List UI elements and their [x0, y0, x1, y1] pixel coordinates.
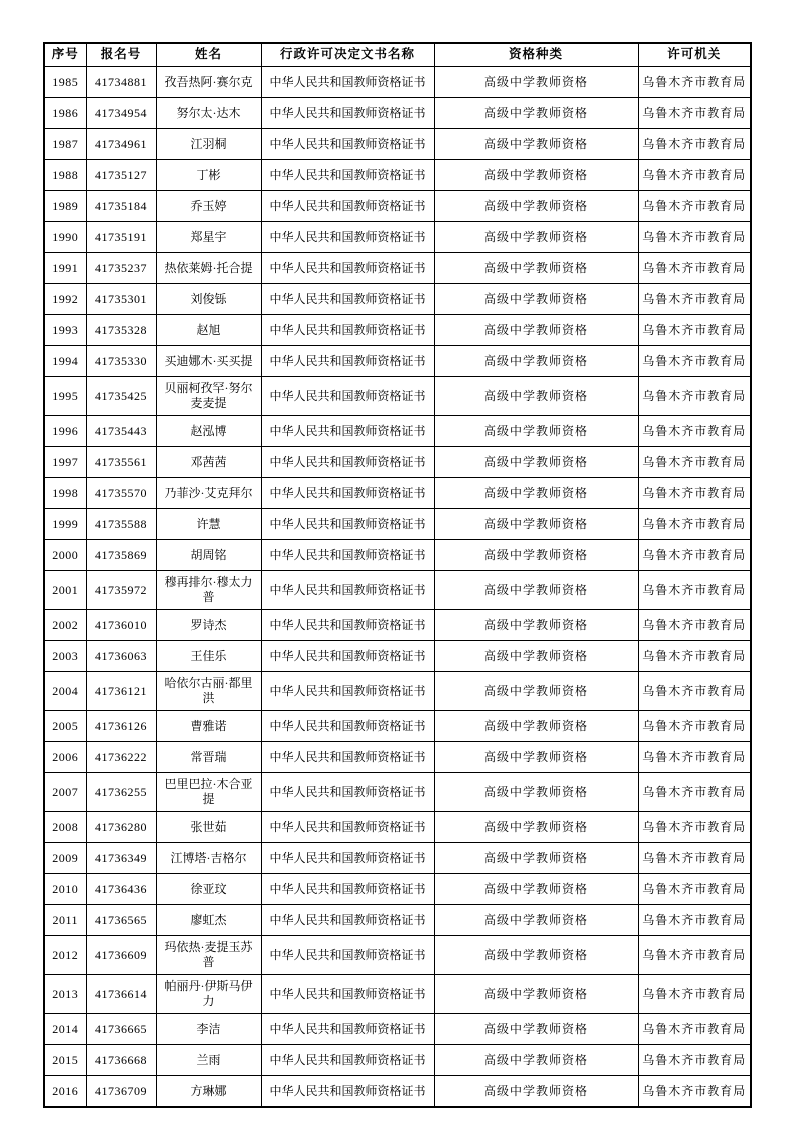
cell-serial-no: 1999	[44, 509, 86, 540]
cell-name: 乃菲沙·艾克拜尔	[156, 478, 261, 509]
cell-serial-no: 2010	[44, 874, 86, 905]
cell-qualification-type: 高级中学教师资格	[434, 222, 638, 253]
cell-name: 邓茜茜	[156, 447, 261, 478]
cell-qualification-type: 高级中学教师资格	[434, 1045, 638, 1076]
cell-licensing-authority: 乌鲁木齐市教育局	[638, 478, 751, 509]
cell-registration-no: 41735184	[86, 191, 156, 222]
cell-license-document-name: 中华人民共和国教师资格证书	[261, 222, 434, 253]
cell-name: 江羽桐	[156, 129, 261, 160]
cell-qualification-type: 高级中学教师资格	[434, 672, 638, 711]
cell-registration-no: 41735127	[86, 160, 156, 191]
table-row	[44, 843, 751, 874]
cell-license-document-name: 中华人民共和国教师资格证书	[261, 773, 434, 812]
column-header-registration-no: 报名号	[86, 43, 156, 67]
cell-serial-no: 1993	[44, 315, 86, 346]
cell-serial-no: 1997	[44, 447, 86, 478]
cell-qualification-type: 高级中学教师资格	[434, 447, 638, 478]
cell-serial-no: 2001	[44, 571, 86, 610]
cell-name: 穆再排尔·穆太力普	[156, 571, 261, 610]
cell-serial-no: 1989	[44, 191, 86, 222]
cell-licensing-authority: 乌鲁木齐市教育局	[638, 672, 751, 711]
cell-license-document-name: 中华人民共和国教师资格证书	[261, 975, 434, 1014]
table-row	[44, 284, 751, 315]
table-row	[44, 509, 751, 540]
cell-licensing-authority: 乌鲁木齐市教育局	[638, 843, 751, 874]
cell-registration-no: 41736121	[86, 672, 156, 711]
cell-licensing-authority: 乌鲁木齐市教育局	[638, 571, 751, 610]
cell-name: 曹雅诺	[156, 711, 261, 742]
cell-registration-no: 41736063	[86, 641, 156, 672]
cell-serial-no: 2011	[44, 905, 86, 936]
cell-serial-no: 2009	[44, 843, 86, 874]
cell-licensing-authority: 乌鲁木齐市教育局	[638, 67, 751, 98]
cell-name: 常晋瑞	[156, 742, 261, 773]
cell-registration-no: 41735570	[86, 478, 156, 509]
cell-licensing-authority: 乌鲁木齐市教育局	[638, 1045, 751, 1076]
cell-registration-no: 41736668	[86, 1045, 156, 1076]
cell-licensing-authority: 乌鲁木齐市教育局	[638, 905, 751, 936]
cell-serial-no: 2015	[44, 1045, 86, 1076]
cell-serial-no: 2012	[44, 936, 86, 975]
cell-licensing-authority: 乌鲁木齐市教育局	[638, 975, 751, 1014]
table-row	[44, 416, 751, 447]
table-row	[44, 936, 751, 975]
cell-name: 徐亚玟	[156, 874, 261, 905]
cell-license-document-name: 中华人民共和国教师资格证书	[261, 509, 434, 540]
teacher-certificate-table	[43, 42, 752, 1108]
cell-registration-no: 41734961	[86, 129, 156, 160]
cell-qualification-type: 高级中学教师资格	[434, 416, 638, 447]
cell-serial-no: 2014	[44, 1014, 86, 1045]
cell-registration-no: 41736436	[86, 874, 156, 905]
cell-registration-no: 41734954	[86, 98, 156, 129]
cell-name: 方琳娜	[156, 1076, 261, 1108]
table-header-row	[44, 43, 751, 67]
cell-qualification-type: 高级中学教师资格	[434, 812, 638, 843]
table-row	[44, 975, 751, 1014]
cell-name: 李洁	[156, 1014, 261, 1045]
cell-license-document-name: 中华人民共和国教师资格证书	[261, 905, 434, 936]
cell-registration-no: 41736255	[86, 773, 156, 812]
cell-license-document-name: 中华人民共和国教师资格证书	[261, 540, 434, 571]
cell-qualification-type: 高级中学教师资格	[434, 346, 638, 377]
cell-serial-no: 2016	[44, 1076, 86, 1108]
cell-license-document-name: 中华人民共和国教师资格证书	[261, 447, 434, 478]
table-row	[44, 191, 751, 222]
table-row	[44, 447, 751, 478]
cell-name: 热依莱姆·托合提	[156, 253, 261, 284]
cell-qualification-type: 高级中学教师资格	[434, 129, 638, 160]
cell-serial-no: 1988	[44, 160, 86, 191]
cell-license-document-name: 中华人民共和国教师资格证书	[261, 936, 434, 975]
table-row	[44, 641, 751, 672]
table-body	[44, 67, 751, 1108]
table-row	[44, 98, 751, 129]
table-row	[44, 571, 751, 610]
cell-serial-no: 1996	[44, 416, 86, 447]
cell-licensing-authority: 乌鲁木齐市教育局	[638, 377, 751, 416]
cell-registration-no: 41736126	[86, 711, 156, 742]
cell-license-document-name: 中华人民共和国教师资格证书	[261, 191, 434, 222]
cell-licensing-authority: 乌鲁木齐市教育局	[638, 742, 751, 773]
cell-serial-no: 1998	[44, 478, 86, 509]
cell-serial-no: 2013	[44, 975, 86, 1014]
cell-serial-no: 2008	[44, 812, 86, 843]
cell-licensing-authority: 乌鲁木齐市教育局	[638, 1076, 751, 1108]
table-row	[44, 222, 751, 253]
cell-license-document-name: 中华人民共和国教师资格证书	[261, 315, 434, 346]
cell-registration-no: 41735328	[86, 315, 156, 346]
cell-licensing-authority: 乌鲁木齐市教育局	[638, 641, 751, 672]
table-header	[44, 43, 751, 67]
cell-registration-no: 41736709	[86, 1076, 156, 1108]
cell-registration-no: 41735869	[86, 540, 156, 571]
cell-name: 王佳乐	[156, 641, 261, 672]
cell-registration-no: 41735237	[86, 253, 156, 284]
cell-serial-no: 2004	[44, 672, 86, 711]
cell-license-document-name: 中华人民共和国教师资格证书	[261, 377, 434, 416]
cell-registration-no: 41736280	[86, 812, 156, 843]
cell-qualification-type: 高级中学教师资格	[434, 905, 638, 936]
table-row	[44, 67, 751, 98]
table-row	[44, 874, 751, 905]
cell-licensing-authority: 乌鲁木齐市教育局	[638, 253, 751, 284]
cell-name: 江博塔·吉格尔	[156, 843, 261, 874]
table-row	[44, 711, 751, 742]
cell-name: 买迪娜木·买买提	[156, 346, 261, 377]
cell-serial-no: 2005	[44, 711, 86, 742]
cell-name: 孜吾热阿·赛尔克	[156, 67, 261, 98]
cell-name: 许慧	[156, 509, 261, 540]
cell-qualification-type: 高级中学教师资格	[434, 98, 638, 129]
table-row	[44, 610, 751, 641]
cell-registration-no: 41735301	[86, 284, 156, 315]
cell-registration-no: 41735588	[86, 509, 156, 540]
cell-license-document-name: 中华人民共和国教师资格证书	[261, 253, 434, 284]
cell-qualification-type: 高级中学教师资格	[434, 253, 638, 284]
cell-qualification-type: 高级中学教师资格	[434, 1014, 638, 1045]
cell-name: 哈依尔古丽·都里洪	[156, 672, 261, 711]
cell-licensing-authority: 乌鲁木齐市教育局	[638, 1014, 751, 1045]
cell-licensing-authority: 乌鲁木齐市教育局	[638, 129, 751, 160]
cell-license-document-name: 中华人民共和国教师资格证书	[261, 1045, 434, 1076]
cell-registration-no: 41735425	[86, 377, 156, 416]
cell-license-document-name: 中华人民共和国教师资格证书	[261, 129, 434, 160]
column-header-licensing-authority: 许可机关	[638, 43, 751, 67]
cell-license-document-name: 中华人民共和国教师资格证书	[261, 67, 434, 98]
cell-licensing-authority: 乌鲁木齐市教育局	[638, 509, 751, 540]
cell-qualification-type: 高级中学教师资格	[434, 160, 638, 191]
cell-license-document-name: 中华人民共和国教师资格证书	[261, 478, 434, 509]
cell-licensing-authority: 乌鲁木齐市教育局	[638, 416, 751, 447]
column-header-serial-no: 序号	[44, 43, 86, 67]
cell-license-document-name: 中华人民共和国教师资格证书	[261, 641, 434, 672]
cell-qualification-type: 高级中学教师资格	[434, 843, 638, 874]
cell-licensing-authority: 乌鲁木齐市教育局	[638, 812, 751, 843]
cell-name: 刘俊铄	[156, 284, 261, 315]
cell-name: 乔玉婷	[156, 191, 261, 222]
cell-qualification-type: 高级中学教师资格	[434, 540, 638, 571]
cell-qualification-type: 高级中学教师资格	[434, 874, 638, 905]
cell-qualification-type: 高级中学教师资格	[434, 315, 638, 346]
cell-name: 帕丽丹·伊斯马伊力	[156, 975, 261, 1014]
cell-serial-no: 1991	[44, 253, 86, 284]
cell-licensing-authority: 乌鲁木齐市教育局	[638, 346, 751, 377]
cell-registration-no: 41736565	[86, 905, 156, 936]
cell-name: 贝丽柯孜罕·努尔麦麦提	[156, 377, 261, 416]
cell-licensing-authority: 乌鲁木齐市教育局	[638, 936, 751, 975]
cell-license-document-name: 中华人民共和国教师资格证书	[261, 160, 434, 191]
cell-serial-no: 2007	[44, 773, 86, 812]
cell-name: 兰雨	[156, 1045, 261, 1076]
cell-licensing-authority: 乌鲁木齐市教育局	[638, 773, 751, 812]
cell-license-document-name: 中华人民共和国教师资格证书	[261, 1076, 434, 1108]
cell-name: 丁彬	[156, 160, 261, 191]
cell-license-document-name: 中华人民共和国教师资格证书	[261, 98, 434, 129]
cell-registration-no: 41735330	[86, 346, 156, 377]
cell-registration-no: 41735443	[86, 416, 156, 447]
cell-registration-no: 41736609	[86, 936, 156, 975]
cell-qualification-type: 高级中学教师资格	[434, 284, 638, 315]
table-row	[44, 742, 751, 773]
cell-license-document-name: 中华人民共和国教师资格证书	[261, 284, 434, 315]
cell-qualification-type: 高级中学教师资格	[434, 975, 638, 1014]
cell-registration-no: 41735972	[86, 571, 156, 610]
cell-registration-no: 41736665	[86, 1014, 156, 1045]
cell-registration-no: 41736010	[86, 610, 156, 641]
cell-name: 郑星宇	[156, 222, 261, 253]
cell-license-document-name: 中华人民共和国教师资格证书	[261, 1014, 434, 1045]
cell-qualification-type: 高级中学教师资格	[434, 936, 638, 975]
table-row	[44, 905, 751, 936]
cell-license-document-name: 中华人民共和国教师资格证书	[261, 416, 434, 447]
cell-licensing-authority: 乌鲁木齐市教育局	[638, 284, 751, 315]
cell-qualification-type: 高级中学教师资格	[434, 711, 638, 742]
cell-license-document-name: 中华人民共和国教师资格证书	[261, 672, 434, 711]
cell-name: 罗诗杰	[156, 610, 261, 641]
cell-serial-no: 1986	[44, 98, 86, 129]
cell-qualification-type: 高级中学教师资格	[434, 773, 638, 812]
table-row	[44, 129, 751, 160]
cell-licensing-authority: 乌鲁木齐市教育局	[638, 160, 751, 191]
table-row	[44, 540, 751, 571]
cell-qualification-type: 高级中学教师资格	[434, 1076, 638, 1108]
cell-name: 廖虹杰	[156, 905, 261, 936]
cell-license-document-name: 中华人民共和国教师资格证书	[261, 742, 434, 773]
table-row	[44, 315, 751, 346]
cell-qualification-type: 高级中学教师资格	[434, 571, 638, 610]
cell-registration-no: 41736222	[86, 742, 156, 773]
cell-licensing-authority: 乌鲁木齐市教育局	[638, 610, 751, 641]
table-row	[44, 160, 751, 191]
table-row	[44, 478, 751, 509]
cell-serial-no: 2003	[44, 641, 86, 672]
cell-qualification-type: 高级中学教师资格	[434, 191, 638, 222]
table-row	[44, 1014, 751, 1045]
cell-serial-no: 2006	[44, 742, 86, 773]
table-row	[44, 773, 751, 812]
cell-qualification-type: 高级中学教师资格	[434, 742, 638, 773]
cell-serial-no: 1985	[44, 67, 86, 98]
cell-qualification-type: 高级中学教师资格	[434, 478, 638, 509]
cell-license-document-name: 中华人民共和国教师资格证书	[261, 346, 434, 377]
column-header-qualification-type: 资格种类	[434, 43, 638, 67]
cell-registration-no: 41736614	[86, 975, 156, 1014]
cell-serial-no: 1992	[44, 284, 86, 315]
cell-qualification-type: 高级中学教师资格	[434, 509, 638, 540]
cell-name: 玛依热·麦提玉苏普	[156, 936, 261, 975]
cell-license-document-name: 中华人民共和国教师资格证书	[261, 571, 434, 610]
cell-registration-no: 41734881	[86, 67, 156, 98]
cell-registration-no: 41735561	[86, 447, 156, 478]
cell-serial-no: 2002	[44, 610, 86, 641]
cell-qualification-type: 高级中学教师资格	[434, 67, 638, 98]
cell-licensing-authority: 乌鲁木齐市教育局	[638, 191, 751, 222]
table-row	[44, 377, 751, 416]
cell-licensing-authority: 乌鲁木齐市教育局	[638, 540, 751, 571]
cell-license-document-name: 中华人民共和国教师资格证书	[261, 812, 434, 843]
cell-name: 赵旭	[156, 315, 261, 346]
cell-license-document-name: 中华人民共和国教师资格证书	[261, 874, 434, 905]
cell-serial-no: 1987	[44, 129, 86, 160]
table-row	[44, 1076, 751, 1108]
cell-registration-no: 41736349	[86, 843, 156, 874]
cell-name: 赵泓博	[156, 416, 261, 447]
cell-licensing-authority: 乌鲁木齐市教育局	[638, 222, 751, 253]
table-row	[44, 346, 751, 377]
cell-license-document-name: 中华人民共和国教师资格证书	[261, 843, 434, 874]
cell-licensing-authority: 乌鲁木齐市教育局	[638, 874, 751, 905]
cell-licensing-authority: 乌鲁木齐市教育局	[638, 98, 751, 129]
column-header-name: 姓名	[156, 43, 261, 67]
cell-serial-no: 1995	[44, 377, 86, 416]
column-header-license-document-name: 行政许可决定文书名称	[261, 43, 434, 67]
cell-qualification-type: 高级中学教师资格	[434, 610, 638, 641]
cell-license-document-name: 中华人民共和国教师资格证书	[261, 610, 434, 641]
table-row	[44, 1045, 751, 1076]
cell-qualification-type: 高级中学教师资格	[434, 377, 638, 416]
cell-serial-no: 2000	[44, 540, 86, 571]
table-row	[44, 253, 751, 284]
cell-licensing-authority: 乌鲁木齐市教育局	[638, 447, 751, 478]
cell-registration-no: 41735191	[86, 222, 156, 253]
cell-name: 努尔太·达木	[156, 98, 261, 129]
cell-name: 张世茹	[156, 812, 261, 843]
table-row	[44, 672, 751, 711]
cell-licensing-authority: 乌鲁木齐市教育局	[638, 315, 751, 346]
cell-serial-no: 1994	[44, 346, 86, 377]
cell-serial-no: 1990	[44, 222, 86, 253]
cell-qualification-type: 高级中学教师资格	[434, 641, 638, 672]
cell-name: 巴里巴拉·木合亚提	[156, 773, 261, 812]
table-row	[44, 812, 751, 843]
cell-license-document-name: 中华人民共和国教师资格证书	[261, 711, 434, 742]
cell-name: 胡周铭	[156, 540, 261, 571]
cell-licensing-authority: 乌鲁木齐市教育局	[638, 711, 751, 742]
